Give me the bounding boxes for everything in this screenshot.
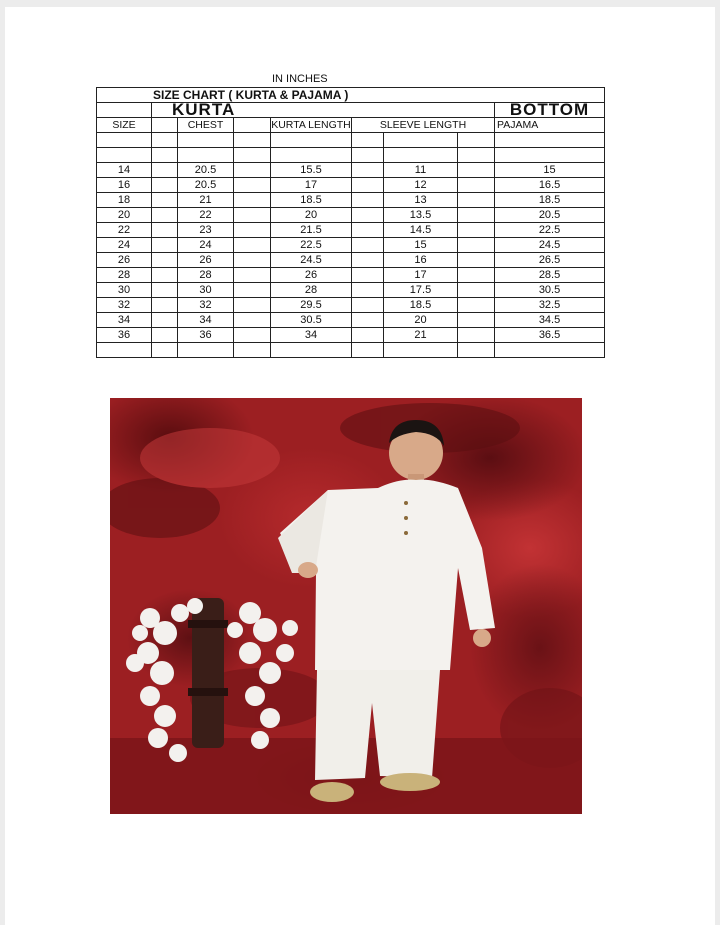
size-cell: 20 (97, 208, 152, 223)
spacer-cell (352, 328, 384, 343)
pajama-cell: 28.5 (495, 268, 605, 283)
pajama-cell: 15 (495, 163, 605, 178)
table-row (97, 178, 605, 193)
pajama-cell: 16.5 (495, 178, 605, 193)
kurta-length-cell: 21.5 (271, 223, 352, 238)
spacer-cell (152, 223, 178, 238)
spacer-cell (234, 283, 271, 298)
spacer-cell (458, 238, 495, 253)
spacer-cell (352, 268, 384, 283)
sleeve-length-cell: 16 (384, 253, 458, 268)
pajama-cell: 22.5 (495, 223, 605, 238)
spacer-cell (458, 193, 495, 208)
spacer-cell (458, 208, 495, 223)
size-cell: 34 (97, 313, 152, 328)
spacer-cell (352, 238, 384, 253)
spacer-cell (352, 208, 384, 223)
size-cell: 32 (97, 298, 152, 313)
spacer-cell (458, 253, 495, 268)
chest-cell: 24 (178, 238, 234, 253)
sleeve-length-cell: 17 (384, 268, 458, 283)
spacer-cell (458, 283, 495, 298)
spacer-cell (152, 328, 178, 343)
chest-cell: 36 (178, 328, 234, 343)
pajama-cell: 36.5 (495, 328, 605, 343)
spacer-cell (152, 253, 178, 268)
pajama-cell: 18.5 (495, 193, 605, 208)
spacer-cell (234, 208, 271, 223)
chest-cell: 20.5 (178, 163, 234, 178)
blank-row (97, 343, 605, 358)
kurta-length-cell: 26 (271, 268, 352, 283)
spacer-cell (458, 313, 495, 328)
sleeve-length-cell: 17.5 (384, 283, 458, 298)
pajama-cell: 24.5 (495, 238, 605, 253)
kurta-length-cell: 29.5 (271, 298, 352, 313)
spacer-cell (152, 283, 178, 298)
pajama-cell: 34.5 (495, 313, 605, 328)
spacer-cell (352, 223, 384, 238)
sleeve-length-cell: 12 (384, 178, 458, 193)
size-chart-table (96, 87, 605, 358)
chest-cell: 30 (178, 283, 234, 298)
kurta-length-cell: 30.5 (271, 313, 352, 328)
table-row (97, 328, 605, 343)
size-cell: 24 (97, 238, 152, 253)
spacer-cell (352, 283, 384, 298)
table-row (97, 253, 605, 268)
table-row (97, 223, 605, 238)
kurta-length-cell: 28 (271, 283, 352, 298)
spacer-cell (152, 238, 178, 253)
kurta-length-cell: 17 (271, 178, 352, 193)
table-row (97, 283, 605, 298)
header-size: SIZE (97, 118, 152, 133)
sleeve-length-cell: 15 (384, 238, 458, 253)
kurta-length-cell: 20 (271, 208, 352, 223)
size-cell: 18 (97, 193, 152, 208)
kurta-length-cell: 15.5 (271, 163, 352, 178)
spacer-cell (458, 298, 495, 313)
pajama-cell: 32.5 (495, 298, 605, 313)
sleeve-length-cell: 14.5 (384, 223, 458, 238)
chest-cell: 21 (178, 193, 234, 208)
spacer-cell (234, 328, 271, 343)
spacer-cell (234, 193, 271, 208)
sleeve-length-cell: 11 (384, 163, 458, 178)
spacer-cell (234, 178, 271, 193)
size-cell: 30 (97, 283, 152, 298)
spacer-cell (234, 238, 271, 253)
spacer-cell (352, 313, 384, 328)
kurta-length-cell: 22.5 (271, 238, 352, 253)
spacer-cell (152, 268, 178, 283)
kurta-length-cell: 24.5 (271, 253, 352, 268)
pajama-cell: 30.5 (495, 283, 605, 298)
size-cell: 14 (97, 163, 152, 178)
spacer-cell (352, 298, 384, 313)
size-cell: 28 (97, 268, 152, 283)
spacer-cell (352, 253, 384, 268)
spacer-cell (152, 163, 178, 178)
spacer-cell (352, 193, 384, 208)
chart-title: SIZE CHART ( KURTA & PAJAMA ) (97, 88, 605, 103)
table-row (97, 238, 605, 253)
spacer-cell (234, 253, 271, 268)
spacer-cell (458, 268, 495, 283)
spacer-cell (152, 193, 178, 208)
spacer-cell (458, 328, 495, 343)
table-row (97, 298, 605, 313)
header-pajama: PAJAMA (495, 118, 605, 133)
pajama-cell: 20.5 (495, 208, 605, 223)
table-row (97, 163, 605, 178)
spacer-cell (234, 223, 271, 238)
sleeve-length-cell: 20 (384, 313, 458, 328)
table-row (97, 313, 605, 328)
photo-illustration (110, 398, 582, 814)
kurta-length-cell: 34 (271, 328, 352, 343)
sleeve-length-cell: 13.5 (384, 208, 458, 223)
spacer-cell (352, 178, 384, 193)
sleeve-length-cell: 13 (384, 193, 458, 208)
product-photo (110, 398, 582, 814)
chest-cell: 23 (178, 223, 234, 238)
spacer-cell (152, 178, 178, 193)
header-chest: CHEST (178, 118, 234, 133)
spacer-cell (152, 313, 178, 328)
size-cell: 36 (97, 328, 152, 343)
table-row (97, 268, 605, 283)
chest-cell: 32 (178, 298, 234, 313)
bottom-group-label: BOTTOM (495, 103, 605, 118)
spacer-cell (458, 163, 495, 178)
chest-cell: 26 (178, 253, 234, 268)
spacer-cell (234, 313, 271, 328)
header-kurta-length: KURTA LENGTH (271, 119, 351, 131)
table-row (97, 193, 605, 208)
spacer-cell (234, 163, 271, 178)
pajama-cell: 26.5 (495, 253, 605, 268)
kurta-group-label: KURTA (152, 103, 495, 118)
sleeve-length-cell: 21 (384, 328, 458, 343)
size-cell: 26 (97, 253, 152, 268)
sleeve-length-cell: 18.5 (384, 298, 458, 313)
shoe-left (310, 782, 354, 802)
spacer-cell (352, 163, 384, 178)
spacer-cell (152, 208, 178, 223)
size-cell: 22 (97, 223, 152, 238)
kurta-length-cell: 18.5 (271, 193, 352, 208)
chest-cell: 34 (178, 313, 234, 328)
shoe-right (380, 773, 440, 791)
spacer-cell (458, 178, 495, 193)
header-sleeve-length: SLEEVE LENGTH (352, 118, 495, 133)
units-label: IN INCHES (272, 73, 328, 85)
spacer-cell (234, 268, 271, 283)
table-row (97, 208, 605, 223)
chest-cell: 20.5 (178, 178, 234, 193)
chest-cell: 22 (178, 208, 234, 223)
chest-cell: 28 (178, 268, 234, 283)
size-cell: 16 (97, 178, 152, 193)
spacer-cell (152, 298, 178, 313)
spacer-cell (234, 298, 271, 313)
spacer-cell (458, 223, 495, 238)
